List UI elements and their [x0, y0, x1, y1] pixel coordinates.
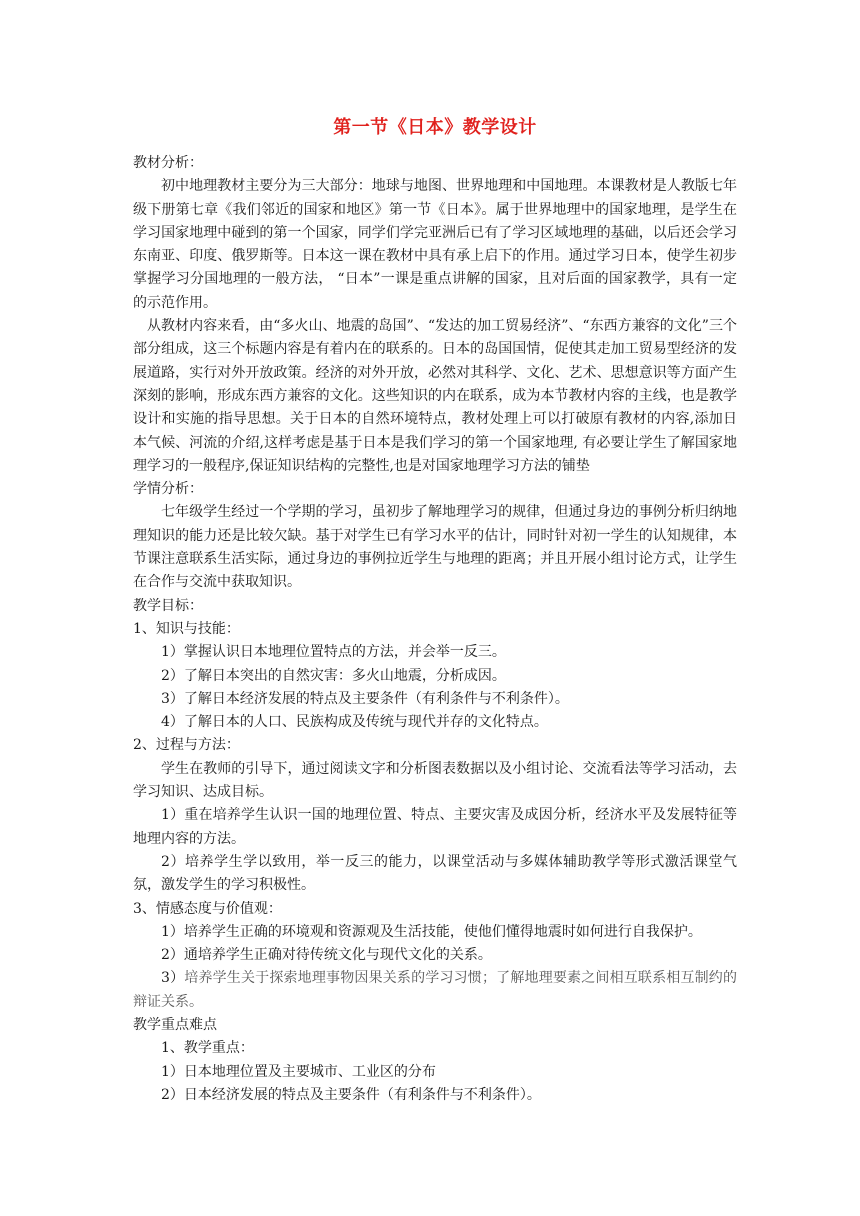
key-point-item: 2）日本经济发展的特点及主要条件（有利条件与不利条件）。 [161, 1086, 541, 1103]
key-point-item: 1）日本地理位置及主要城市、工业区的分布 [161, 1063, 436, 1080]
students-paragraph: 七年级学生经过一个学期的学习，虽初步了解地理学习的规律，但通过身边的事例分析归纳地理知识的能力还是比较欠缺。基于对学生已有学习水平的估计，同时针对初一学生的认知规律，本节课注意联系生活实际，通过身边的事例拉近学生与地理的距离；并且开展小组讨论方式，让学生在合作与交流中获取知识。 [133, 504, 737, 591]
goal-3-item: 2）通培养学生正确对待传统文化与现代文化的关系。 [161, 947, 492, 964]
goal-2-paragraph-3: 2）培养学生学以致用，举一反三的能力，以课堂活动与多媒体辅助教学等形式激活课堂气氛，激发学生的学习积极性。 [133, 853, 737, 894]
goal-3-item-3-number: 3） [161, 970, 185, 987]
document-body [133, 152, 737, 1107]
goal-3-item: 1）培养学生正确的环境观和资源观及生活技能，使他们懂得地震时如何进行自我保护。 [161, 923, 702, 940]
goal-3-heading: 3、情感态度与价值观： [133, 900, 282, 917]
goal-1-item: 4）了解日本的人口、民族构成及传统与现代并存的文化特点。 [161, 714, 548, 731]
section-heading-key-points: 教学重点难点 [133, 1016, 217, 1033]
section-heading-goals: 教学目标： [133, 597, 203, 614]
goal-1-item: 2）了解日本突出的自然灾害：多火山地震，分析成因。 [161, 667, 506, 684]
goal-1-item: 3）了解日本经济发展的特点及主要条件（有利条件与不利条件）。 [161, 690, 569, 707]
goal-2-paragraph-2: 1）重在培养学生认识一国的地理位置、特点、主要灾害及成因分析，经济水平及发展特征等地理内容的方法。 [133, 807, 737, 847]
key-points-heading: 1、教学重点： [161, 1040, 254, 1057]
goal-1-heading: 1、知识与技能： [133, 620, 240, 637]
goal-2-paragraph-1: 学生在教师的引导下，通过阅读文字和分析图表数据以及小组讨论、交流看法等学习活动，去学习知识、达成目标。 [133, 760, 737, 801]
section-heading-material: 教材分析： [133, 155, 203, 171]
document-title: 第一节《日本》教学设计 [333, 117, 537, 138]
section-heading-students: 学情分析： [133, 481, 203, 498]
material-paragraph-2: 从教材内容来看，由“多火山、地震的岛国”、“发达的加工贸易经济”、“东西方兼容的文化”三个部分组成，这三个标题内容是有着内在的联系的。日本的岛国国情，促使其走加工贸易型经济的发展道路，实行对外开放政策。经济的对外开放，必然对其科学、文化、艺术、思想意识等方面产生深刻的影响，形成东西方兼容的文化。这些知识的内在联系，成为本节教材内容的主线，也是教学设计和实施的指导思想。关于日本的自然环境特点，教材处理上可以打破原有教材的内容,添加日本气候、河流的介绍,这样考虑是基于日本是我们学习的第一个国家地理, 有必要让学生了解国家地理学习的一般程序,保证知识结构的完整性,也是对国家地理学习方法的铺垫 [133, 318, 737, 474]
goal-1-item: 1）掌握认识日本地理位置特点的方法，并会举一反三。 [161, 644, 506, 661]
material-paragraph-1: 初中地理教材主要分为三大部分：地球与地图、世界地理和中国地理。本课教材是人教版七年级下册第七章《我们邻近的国家和地区》第一节《日本》。属于世界地理中的国家地理，是学生在学习国家地理中碰到的第一个国家，同学们学完亚洲后已有了学习区域地理的基础，以后还会学习东南亚、印度、俄罗斯等。日本这一课在教材中具有承上启下的作用。通过学习日本，使学生初步掌握学习分国地理的一般方法， “日本”一课是重点讲解的国家，且对后面的国家教学，具有一定的示范作用。 [133, 178, 737, 311]
goal-2-heading: 2、过程与方法： [133, 737, 240, 754]
goal-3-item-3-text: 培养学生关于探索地理事物因果关系的学习习惯；了解地理要素之间相互联系相互制约的辩证关系。 [133, 970, 737, 1010]
goal-3-item-3 [133, 967, 737, 1014]
